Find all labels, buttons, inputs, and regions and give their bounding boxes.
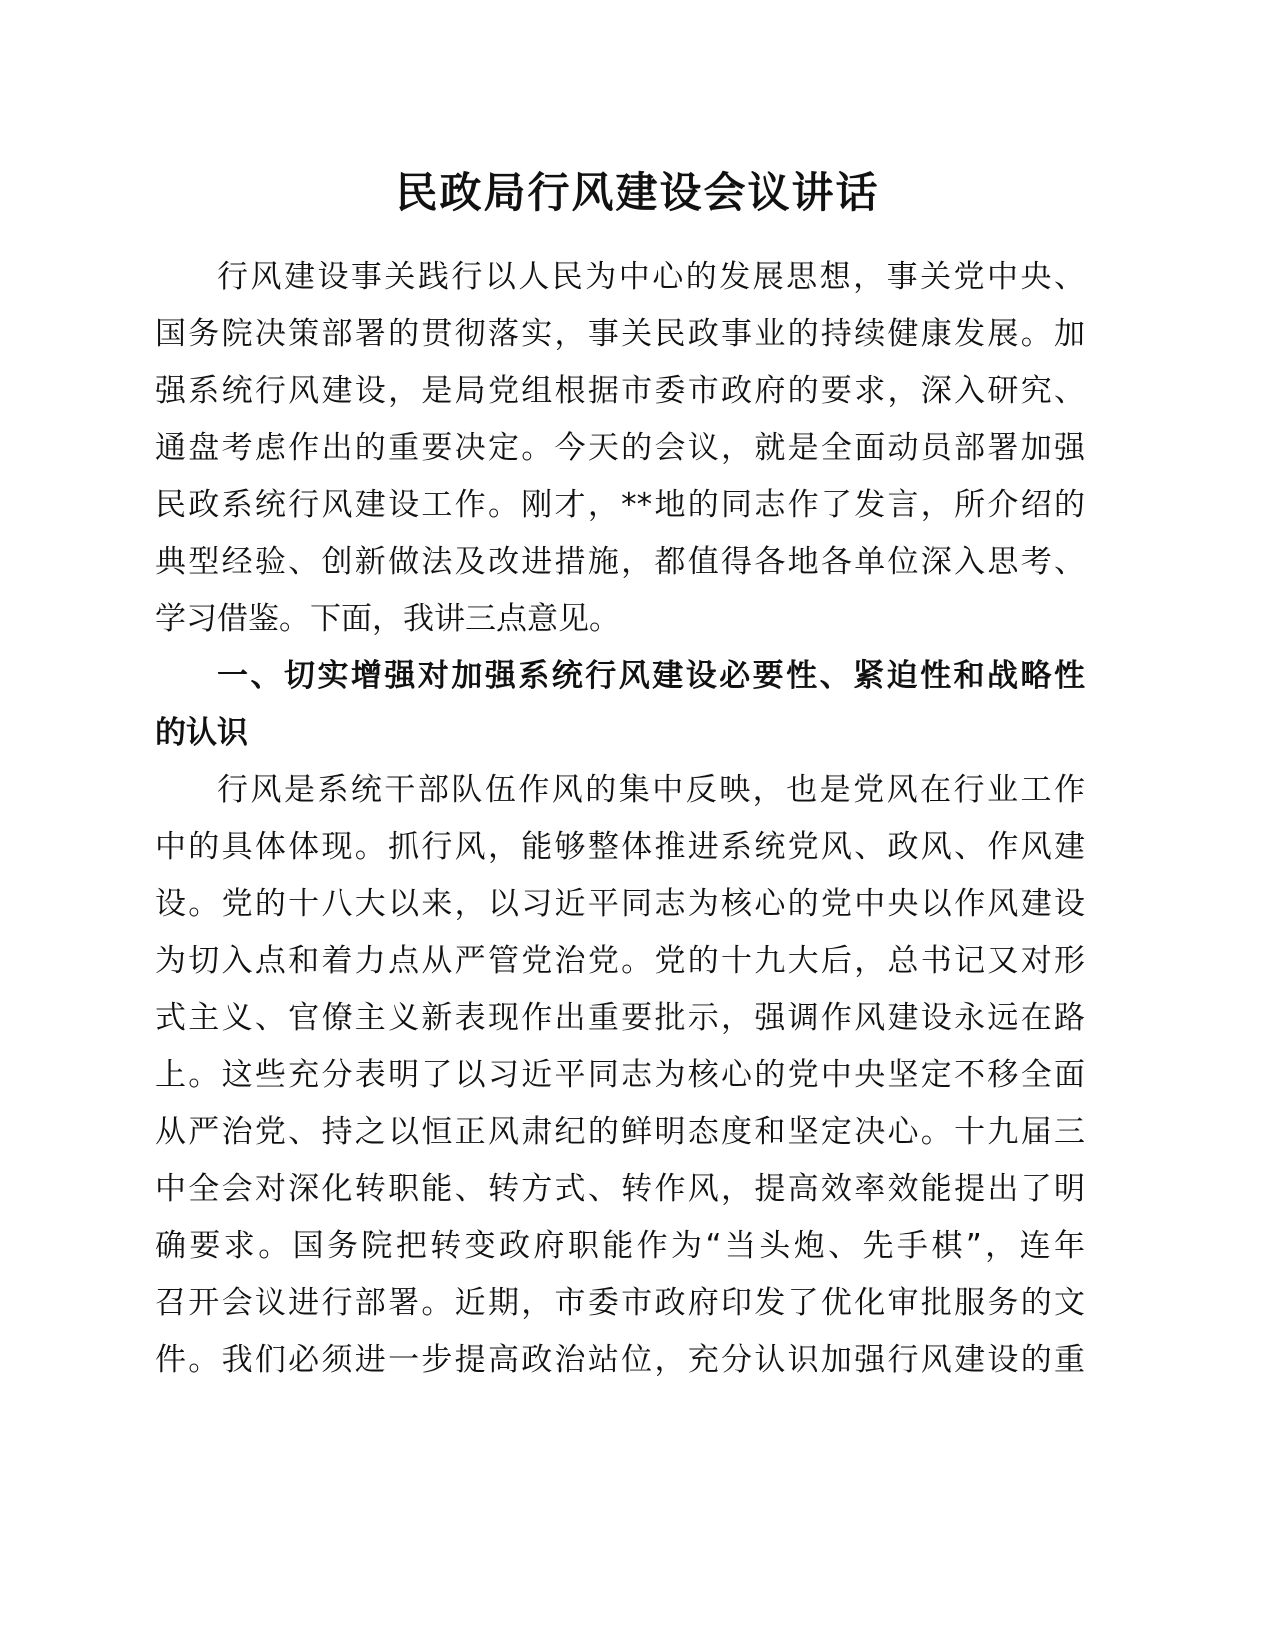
paragraph-line: 行风建设事关践行以人民为中心的发展思想，事关党中央、	[217, 259, 1085, 295]
paragraph-line: 中的具体体现。抓行风，能够整体推进系统党风、政风、作风建	[155, 829, 1085, 865]
section-heading-line: 的认识	[155, 715, 248, 751]
paragraph-line: 国务院决策部署的贯彻落实，事关民政事业的持续健康发展。加	[155, 316, 1085, 352]
paragraph-line: 召开会议进行部署。近期，市委市政府印发了优化审批服务的文	[155, 1285, 1085, 1321]
document-title: 民政局行风建设会议讲话	[395, 168, 880, 217]
paragraph-line: 件。我们必须进一步提高政治站位，充分认识加强行风建设的重	[155, 1342, 1085, 1378]
paragraph-line: 典型经验、创新做法及改进措施，都值得各地各单位深入思考、	[155, 544, 1085, 580]
paragraph-line: 从严治党、持之以恒正风肃纪的鲜明态度和坚定决心。十九届三	[155, 1114, 1085, 1150]
paragraph-line: 民政系统行风建设工作。刚才，**地的同志作了发言，所介绍的	[155, 487, 1085, 523]
paragraph-line: 确要求。国务院把转变政府职能作为“当头炮、先手棋”，连年	[155, 1228, 1085, 1264]
section-heading-line: 一、切实增强对加强系统行风建设必要性、紧迫性和战略性	[217, 658, 1085, 694]
paragraph-line: 设。党的十八大以来，以习近平同志为核心的党中央以作风建设	[155, 886, 1085, 922]
paragraph-line: 式主义、官僚主义新表现作出重要批示，强调作风建设永远在路	[155, 1000, 1085, 1036]
paragraph-line: 为切入点和着力点从严管党治党。党的十九大后，总书记又对形	[155, 943, 1085, 979]
paragraph-line: 上。这些充分表明了以习近平同志为核心的党中央坚定不移全面	[155, 1057, 1085, 1093]
paragraph-line: 强系统行风建设，是局党组根据市委市政府的要求，深入研究、	[155, 373, 1085, 409]
paragraph-line: 学习借鉴。下面，我讲三点意见。	[155, 601, 620, 637]
paragraph-line: 中全会对深化转职能、转方式、转作风，提高效率效能提出了明	[155, 1171, 1085, 1207]
paragraph-line: 通盘考虑作出的重要决定。今天的会议，就是全面动员部署加强	[155, 430, 1085, 466]
paragraph-line: 行风是系统干部队伍作风的集中反映，也是党风在行业工作	[217, 772, 1085, 808]
